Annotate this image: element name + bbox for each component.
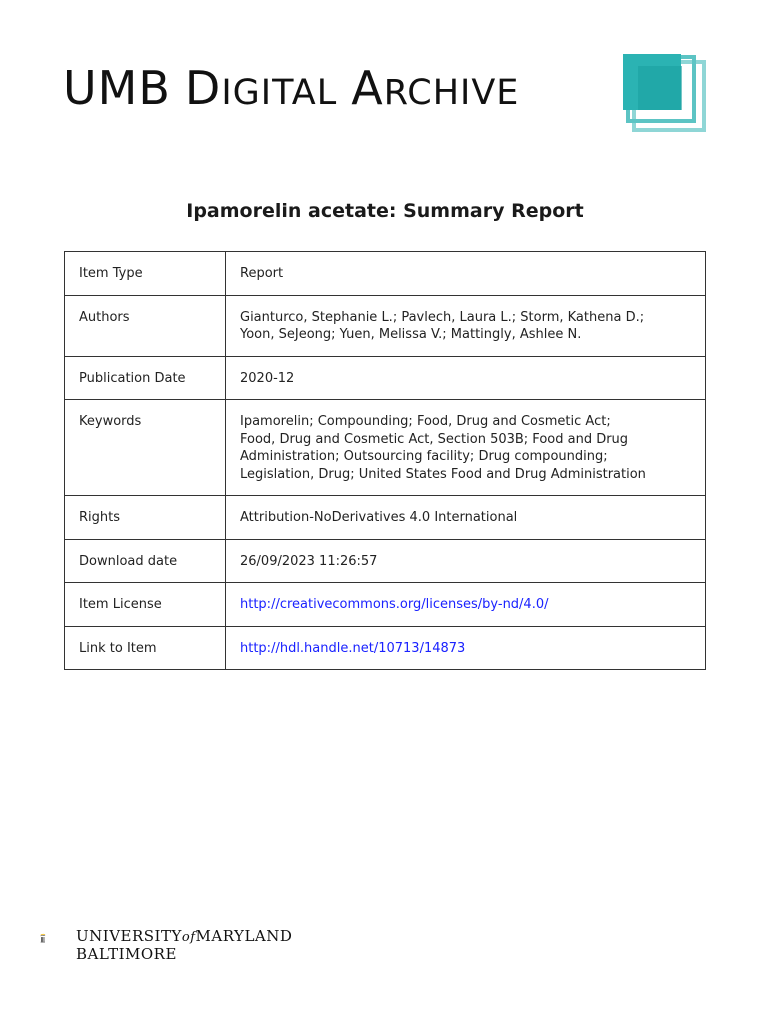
table-row bbox=[65, 626, 706, 670]
table-row bbox=[65, 539, 706, 583]
row-value: 2020-12 bbox=[226, 356, 706, 400]
license-link[interactable]: http://creativecommons.org/licenses/by-nd/4.0/ bbox=[240, 597, 549, 612]
maryland-word: MARYLAND bbox=[195, 927, 293, 945]
table-row bbox=[65, 252, 706, 296]
title-word-umb: UMB bbox=[63, 61, 171, 115]
row-value: Report bbox=[226, 252, 706, 296]
row-value: Ipamorelin; Compounding; Food, Drug and Cosmetic Act; Food, Drug and Cosmetic Act, Section 503B; Food and Drug Administration; Outsourcing facility; Drug compounding; Legislation, Drug; United States Food and Drug Administration bbox=[226, 400, 706, 496]
row-label: Item License bbox=[65, 583, 226, 627]
archive-title bbox=[63, 58, 533, 118]
metadata-table bbox=[64, 251, 706, 670]
row-label: Keywords bbox=[65, 400, 226, 496]
table-row bbox=[65, 400, 706, 496]
university-of: of bbox=[181, 930, 196, 945]
row-label: Publication Date bbox=[65, 356, 226, 400]
table-row bbox=[65, 496, 706, 540]
university-word: UNIVERSITY bbox=[76, 927, 182, 945]
stacked-squares-icon bbox=[620, 52, 706, 132]
row-label: Rights bbox=[65, 496, 226, 540]
row-label: Download date bbox=[65, 539, 226, 583]
document-title: Ipamorelin acetate: Summary Report bbox=[186, 200, 584, 222]
row-value: Gianturco, Stephanie L.; Pavlech, Laura L.; Storm, Kathena D.; Yoon, SeJeong; Yuen, Melissa V.; Mattingly, Ashlee N. bbox=[226, 295, 706, 356]
umb-columns-icon bbox=[40, 906, 80, 970]
university-wordmark bbox=[76, 928, 292, 962]
table-row bbox=[65, 583, 706, 627]
table-row bbox=[65, 356, 706, 400]
row-value bbox=[226, 626, 706, 670]
baltimore-word: BALTIMORE bbox=[76, 945, 177, 963]
row-value: Attribution-NoDerivatives 4.0 International bbox=[226, 496, 706, 540]
row-label: Authors bbox=[65, 295, 226, 356]
row-value: 26/09/2023 11:26:57 bbox=[226, 539, 706, 583]
table-row bbox=[65, 295, 706, 356]
row-label: Item Type bbox=[65, 252, 226, 296]
title-word-digital: DIGITAL bbox=[184, 61, 338, 115]
item-link[interactable]: http://hdl.handle.net/10713/14873 bbox=[240, 640, 466, 656]
title-word-archive: ARCHIVE bbox=[351, 61, 520, 115]
row-label: Link to Item bbox=[65, 626, 226, 670]
row-value bbox=[226, 583, 706, 627]
